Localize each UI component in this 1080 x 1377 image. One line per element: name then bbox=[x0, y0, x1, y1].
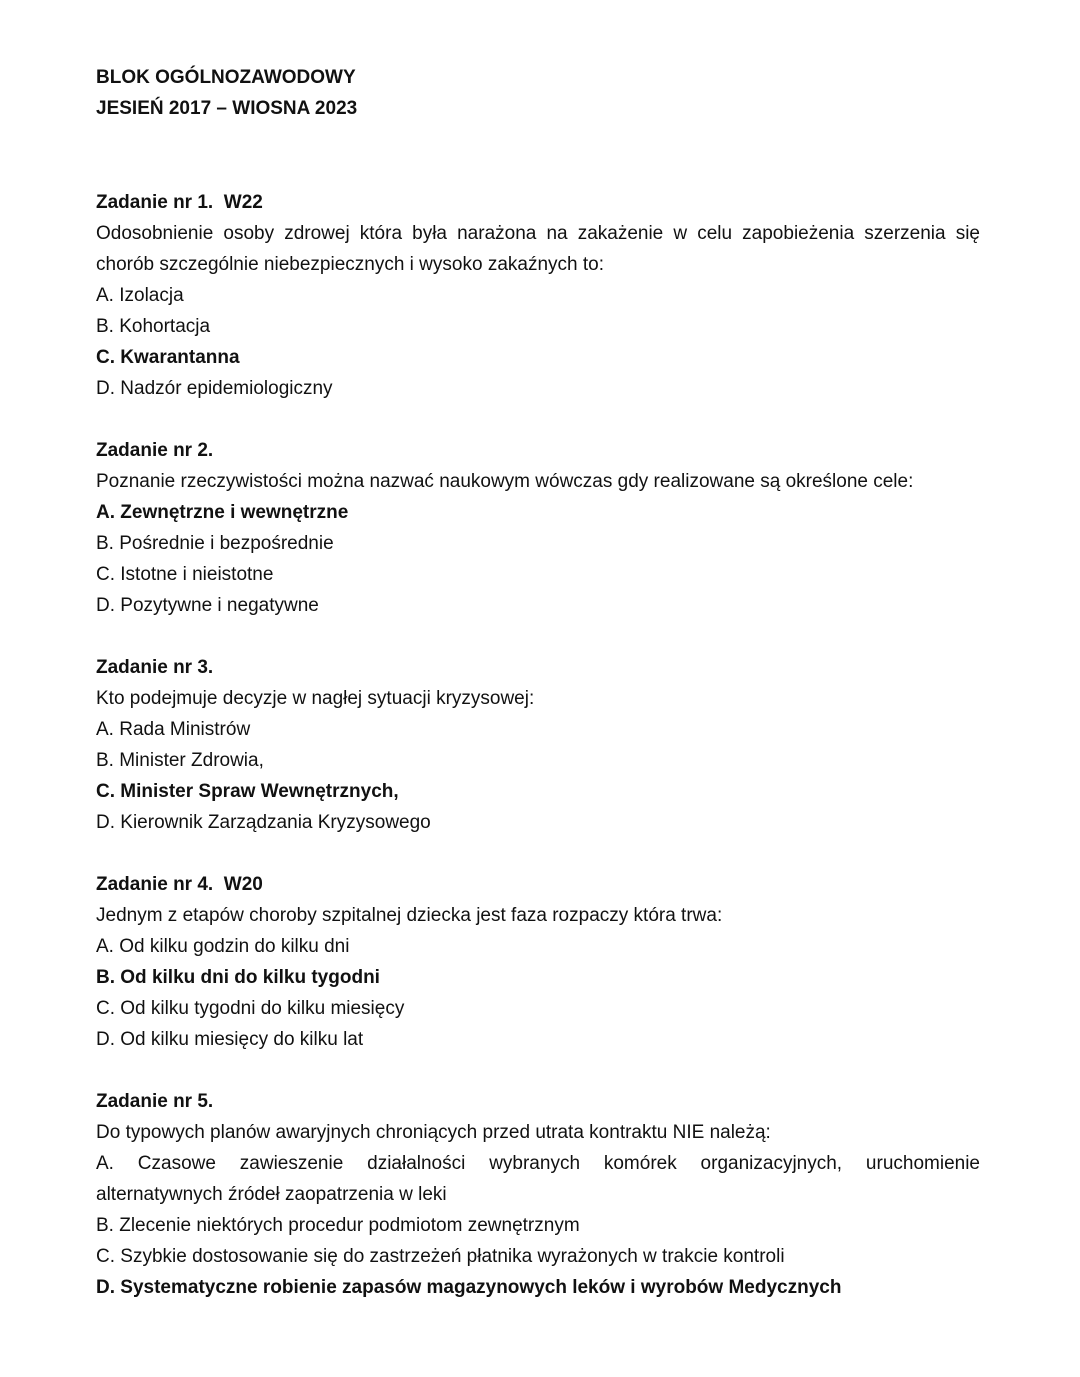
answer-option: A. Izolacja bbox=[96, 285, 184, 306]
question-text: Do typowych planów awaryjnych chroniących przed utrata kontraktu NIE należą: bbox=[96, 1122, 771, 1143]
question-3 bbox=[96, 652, 980, 838]
answer-option: D. Kierownik Zarządzania Kryzysowego bbox=[96, 812, 431, 833]
answer-option: B. Minister Zdrowia, bbox=[96, 750, 264, 771]
question-list bbox=[96, 187, 980, 1303]
answer-option-correct: C. Minister Spraw Wewnętrznych, bbox=[96, 781, 399, 802]
question-text: Jednym z etapów choroby szpitalnej dziecka jest faza rozpaczy która trwa: bbox=[96, 905, 723, 926]
question-text: Poznanie rzeczywistości można nazwać naukowym wówczas gdy realizowane są określone cele: bbox=[96, 471, 914, 492]
question-title: Zadanie nr 1. W22 bbox=[96, 192, 263, 213]
header-title: BLOK OGÓLNOZAWODOWY bbox=[96, 67, 356, 88]
answer-option: C. Istotne i nieistotne bbox=[96, 564, 274, 585]
document-page bbox=[96, 62, 980, 1334]
answer-option: D. Nadzór epidemiologiczny bbox=[96, 378, 333, 399]
answer-option-correct: B. Od kilku dni do kilku tygodni bbox=[96, 967, 380, 988]
answer-option: A. Rada Ministrów bbox=[96, 719, 251, 740]
question-title: Zadanie nr 3. bbox=[96, 657, 214, 678]
question-4 bbox=[96, 869, 980, 1055]
answer-option: D. Pozytywne i negatywne bbox=[96, 595, 319, 616]
question-1 bbox=[96, 187, 980, 404]
question-text: Odosobnienie osoby zdrowej która była narażona na zakażenie w celu zapobieżenia szerzenia się chorób szczególnie niebezpiecznych i wysoko zakaźnych to: bbox=[96, 223, 980, 275]
question-title: Zadanie nr 2. bbox=[96, 440, 214, 461]
answer-option-correct: D. Systematyczne robienie zapasów magazynowych leków i wyrobów Medycznych bbox=[96, 1277, 842, 1298]
question-text: Kto podejmuje decyzje w nagłej sytuacji kryzysowej: bbox=[96, 688, 535, 709]
answer-option-correct: C. Kwarantanna bbox=[96, 347, 240, 368]
header-subtitle: JESIEŃ 2017 – WIOSNA 2023 bbox=[96, 98, 358, 119]
answer-option: D. Od kilku miesięcy do kilku lat bbox=[96, 1029, 364, 1050]
answer-option: C. Od kilku tygodni do kilku miesięcy bbox=[96, 998, 405, 1019]
answer-option: A. Od kilku godzin do kilku dni bbox=[96, 936, 350, 957]
question-title: Zadanie nr 4. W20 bbox=[96, 874, 263, 895]
answer-option: C. Szybkie dostosowanie się do zastrzeżeń płatnika wyrażonych w trakcie kontroli bbox=[96, 1246, 785, 1267]
answer-option: B. Pośrednie i bezpośrednie bbox=[96, 533, 334, 554]
question-2 bbox=[96, 435, 980, 621]
document-header bbox=[96, 62, 980, 124]
answer-option: B. Kohortacja bbox=[96, 316, 211, 337]
question-title: Zadanie nr 5. bbox=[96, 1091, 214, 1112]
answer-option: B. Zlecenie niektórych procedur podmiotom zewnętrznym bbox=[96, 1215, 580, 1236]
question-5 bbox=[96, 1086, 980, 1303]
answer-option: A. Czasowe zawieszenie działalności wybranych komórek organizacyjnych, uruchomienie alternatywnych źródeł zaopatrzenia w leki bbox=[96, 1153, 980, 1205]
answer-option-correct: A. Zewnętrzne i wewnętrzne bbox=[96, 502, 349, 523]
